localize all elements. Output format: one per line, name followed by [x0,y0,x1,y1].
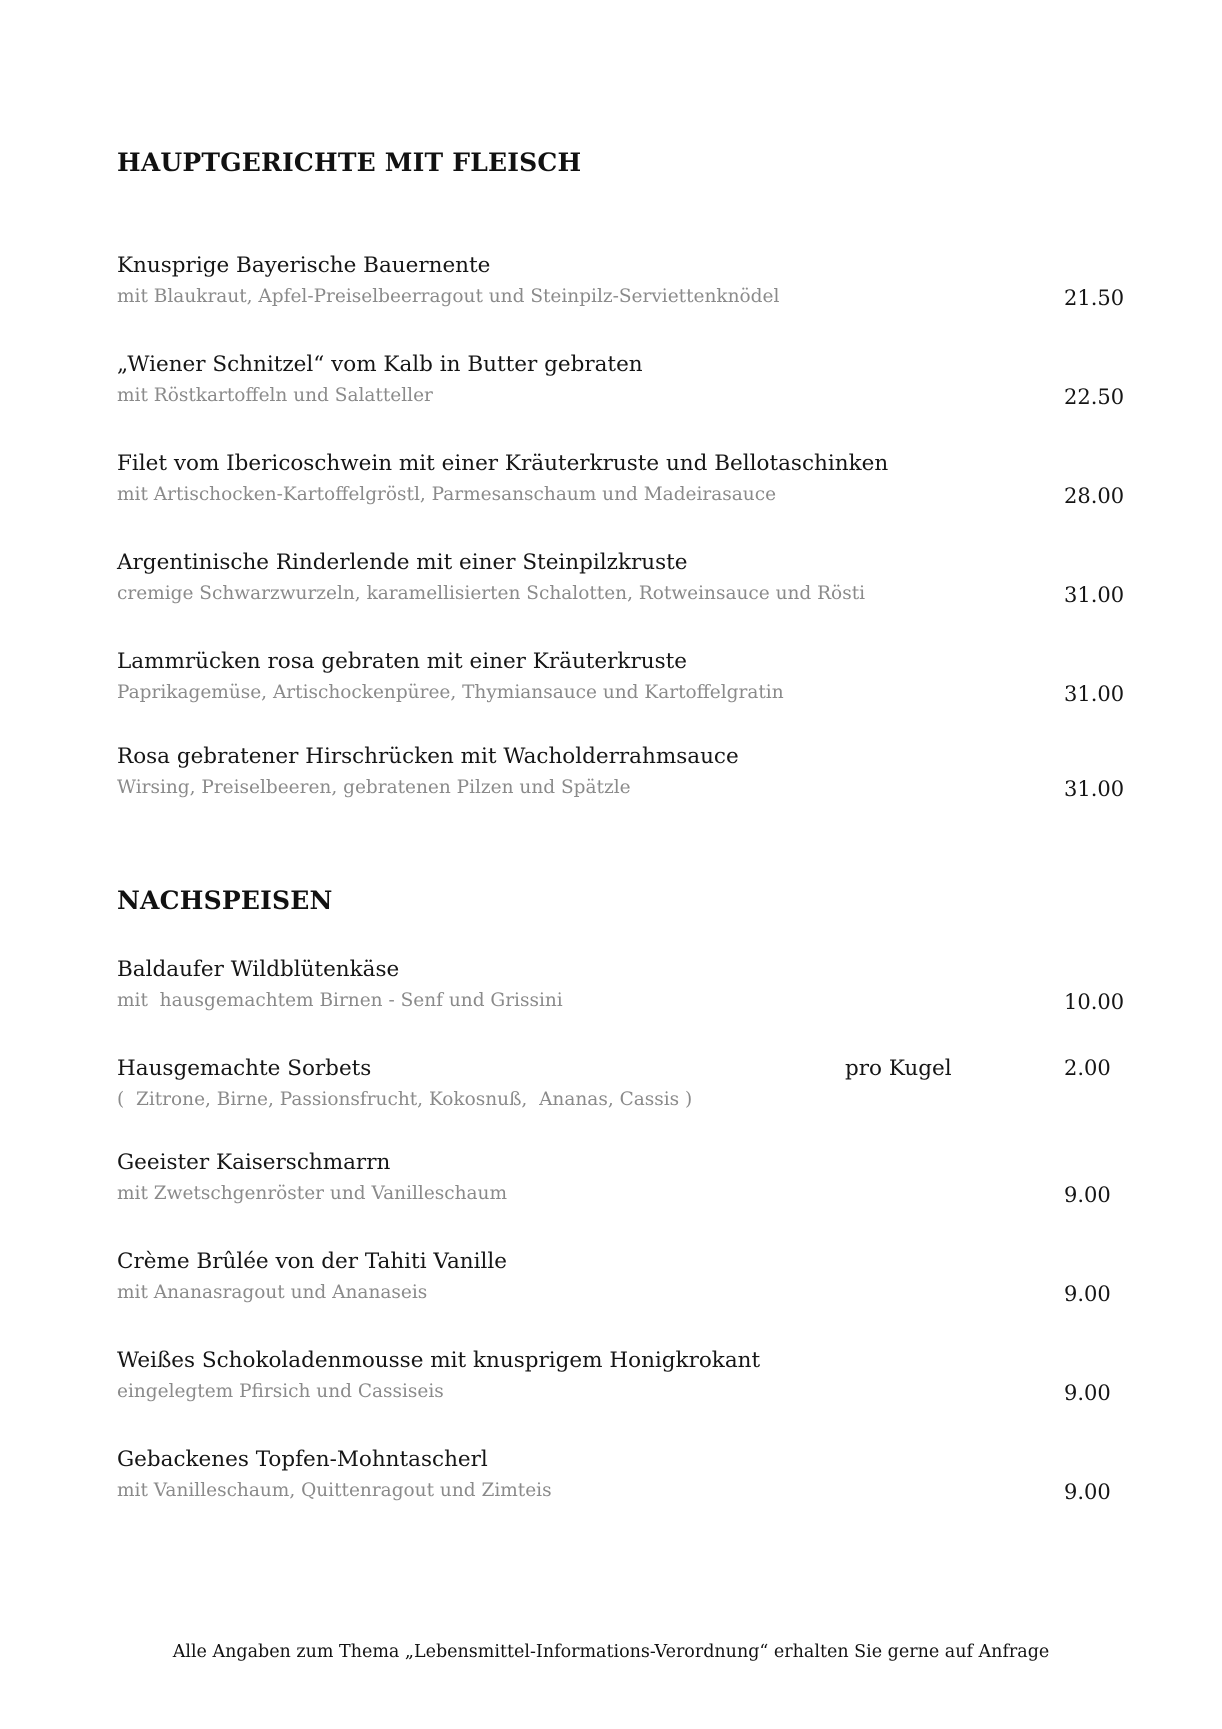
menu-item-name: Geeister Kaiserschmarrn [117,1150,391,1175]
menu-item [117,744,1125,814]
menu-item [117,550,1125,620]
menu-item-description: cremige Schwarzwurzeln, karamellisierten Schalotten, Rotweinsauce und Rösti [117,583,866,604]
menu-item-description: mit Ananasragout und Ananaseis [117,1282,428,1303]
section-title-hauptgerichte: HAUPTGERICHTE MIT FLEISCH [117,148,582,177]
menu-item-name: Rosa gebratener Hirschrücken mit Wacholderrahmsauce [117,744,739,769]
menu-item-price: 31.00 [1064,583,1125,607]
menu-item [117,649,1125,719]
menu-item-price: 21.50 [1064,286,1125,310]
menu-item-price: 10.00 [1064,990,1125,1014]
menu-item [117,1249,1117,1319]
menu-item [117,1056,1117,1126]
menu-item-price: 9.00 [1064,1282,1111,1306]
section-title-nachspeisen: NACHSPEISEN [117,886,333,915]
menu-item-name: Crème Brûlée von der Tahiti Vanille [117,1249,507,1274]
menu-item-name: Filet vom Ibericoschwein mit einer Kräuterkruste und Bellotaschinken [117,451,889,476]
menu-item-description: mit Blaukraut, Apfel-Preiselbeerragout und Steinpilz-Serviettenknödel [117,286,780,307]
menu-item-name: Weißes Schokoladenmousse mit knusprigem Honigkrokant [117,1348,761,1373]
menu-item-price: 9.00 [1064,1183,1111,1207]
menu-item-name: Argentinische Rinderlende mit einer Steinpilzkruste [117,550,688,575]
menu-item-name: Hausgemachte Sorbets [117,1056,372,1081]
menu-item-description: mit hausgemachtem Birnen - Senf und Grissini [117,990,563,1011]
menu-item [117,1150,1117,1220]
menu-item-description: mit Röstkartoffeln und Salatteller [117,385,433,406]
menu-item-name: Lammrücken rosa gebraten mit einer Kräuterkruste [117,649,687,674]
menu-item-description: mit Artischocken-Kartoffelgröstl, Parmesanschaum und Madeirasauce [117,484,777,505]
menu-item-name: Knusprige Bayerische Bauernente [117,253,491,278]
menu-item-price: 28.00 [1064,484,1125,508]
menu-item [117,352,1125,422]
menu-item-name: Gebackenes Topfen-Mohntascherl [117,1447,488,1472]
menu-item-name: „Wiener Schnitzel“ vom Kalb in Butter gebraten [117,352,643,377]
menu-item-description: eingelegtem Pfirsich und Cassiseis [117,1381,444,1402]
menu-item-price: 22.50 [1064,385,1125,409]
menu-item-description: mit Zwetschgenröster und Vanilleschaum [117,1183,508,1204]
menu-item-price: 31.00 [1064,682,1125,706]
menu-item-price: 31.00 [1064,777,1125,801]
menu-item [117,1447,1117,1517]
menu-item-description: mit Vanilleschaum, Quittenragout und Zimteis [117,1480,552,1501]
menu-item-price: 9.00 [1064,1381,1111,1405]
allergen-info-footer: Alle Angaben zum Thema „Lebensmittel-Informations-Verordnung“ erhalten Sie gerne auf Anfrage [172,1642,1050,1662]
menu-item-price: 9.00 [1064,1480,1111,1504]
menu-item-name: Baldaufer Wildblütenkäse [117,957,400,982]
menu-item [117,957,1125,1027]
menu-item [117,1348,1117,1418]
menu-item-description: Wirsing, Preiselbeeren, gebratenen Pilzen und Spätzle [117,777,631,798]
menu-item [117,253,1125,323]
menu-item-description: Paprikagemüse, Artischockenpüree, Thymiansauce und Kartoffelgratin [117,682,784,703]
menu-item-price: 2.00 [1064,1056,1111,1080]
menu-item [117,451,1125,521]
menu-item-unit: pro Kugel [845,1056,952,1081]
menu-item-description: ( Zitrone, Birne, Passionsfrucht, Kokosnuß, Ananas, Cassis ) [117,1089,693,1110]
